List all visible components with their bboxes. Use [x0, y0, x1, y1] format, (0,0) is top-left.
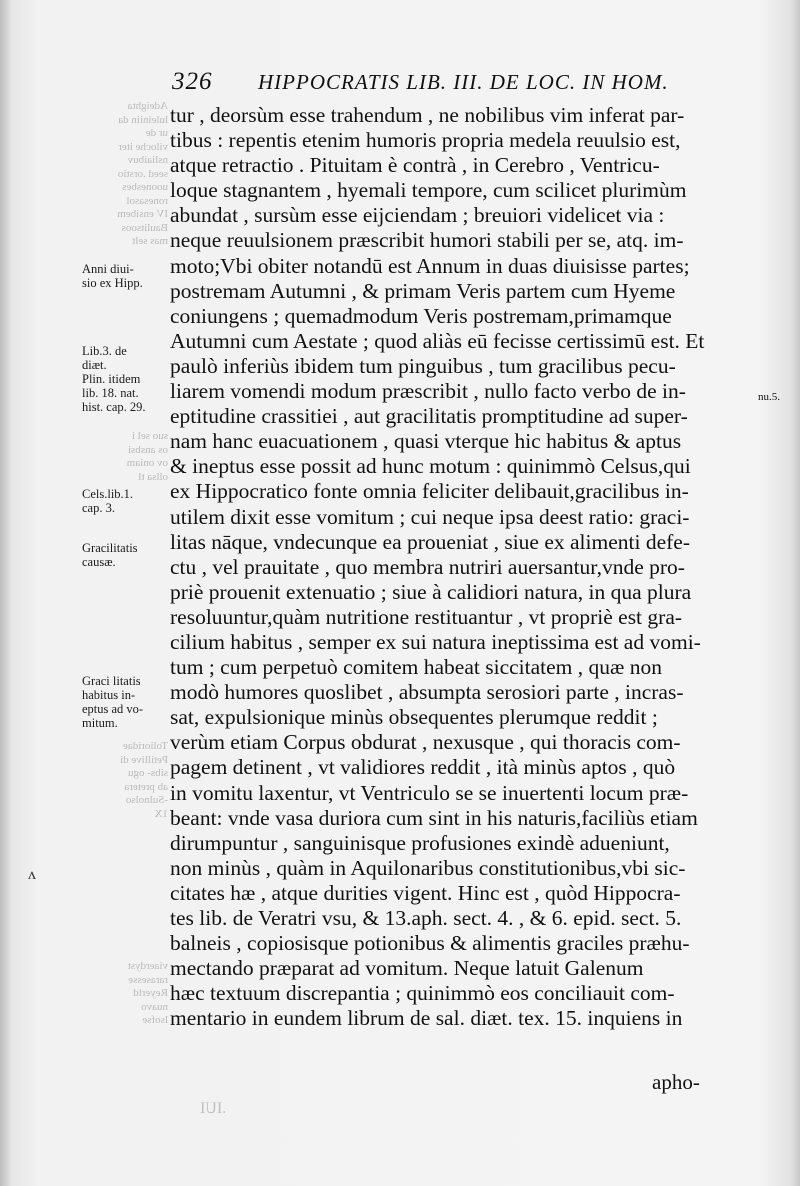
body-line: coniungens ; quemadmodum Veris postremam,primamque — [170, 303, 672, 328]
margin-note-gracilitatis-causae — [82, 541, 166, 569]
body-line: mectando præparat ad vomitum. Neque latuit Galenum — [170, 956, 644, 981]
body-line: tes lib. de Veratri vsu, & 13.aph. sect. 4. , & 6. epid. sect. 5. — [170, 906, 682, 930]
body-line: modò humores quoslibet , absumpta serosiori parte , incras- — [170, 680, 684, 705]
body-line: cilium habitus , semper ex sui natura ineptissima est ad vomi- — [170, 629, 701, 654]
margin-note-line: sio ex Hipp. — [82, 276, 143, 290]
margin-note-line: habitus in- — [82, 688, 136, 702]
body-line: sat, expulsionique minùs obsequentes plerumque reddit ; — [170, 705, 658, 730]
body-line: postremam Autumni , & primam Veris partem cum Hyeme — [170, 278, 676, 303]
show-through-left-middle: suo sel i os ansbsi ov oniam ollsa tl — [126, 430, 168, 483]
body-line: dirumpuntur , sanguinisque profusiones exindè adueniunt, — [170, 830, 670, 855]
margin-note-line: Gracilitatis — [82, 541, 138, 555]
body-line: liarem vomendi modum præscribit , nullo facto verbo de in- — [170, 379, 686, 404]
margin-note-line: Anni diui- — [82, 262, 134, 276]
margin-note-lib-diaet — [82, 344, 166, 414]
body-line: tibus : repentis etenim humoris propria medela reuulsio est, — [170, 128, 681, 153]
body-line: nam hanc euacuationem , quasi vterque hic habitus & aptus — [170, 429, 682, 454]
body-line: in vomitu laxentur, vt Ventriculo se se inuertenti locum præ- — [170, 780, 689, 805]
margin-note-line: hist. cap. 29. — [82, 400, 146, 414]
body-line: litas nāque, vndecunque ea proueniat , siue ex alimenti defe- — [170, 529, 690, 554]
body-line: tum ; cum perpetuò comitem habeat siccitatem , quæ non — [170, 655, 662, 680]
body-line: priè prouenit extenuatio ; siue à calidiori natura, in qua plura — [170, 579, 692, 604]
margin-note-line: Cels.lib.1. — [82, 487, 134, 501]
body-line: moto;Vbi obiter notandū est Annum in duas diuisisse partes; — [170, 253, 690, 278]
body-line: verùm etiam Corpus obdurat , nexusque , qui thoracis com- — [170, 730, 681, 755]
body-line: hæc textuum discrepantia ; quinimmò eos conciliauit com- — [170, 981, 675, 1006]
margin-note-line: mitum. — [82, 716, 118, 730]
margin-note-right: nu.5. — [758, 391, 780, 403]
margin-note-line: lib. 18. nat. — [82, 386, 139, 400]
margin-note-gracilitatis-habitus — [82, 674, 166, 730]
margin-note-anni-divisio — [82, 262, 166, 290]
body-line: ex Hippocratico fonte omnia feliciter delibauit,gracilibus in- — [170, 479, 689, 504]
body-line: eptitudine crassitiei , aut gracilitatis promptitudine ad super- — [170, 404, 688, 429]
body-line: Autumni cum Aestate ; quod aliàs eū fecisse certissimū est. Et — [170, 328, 705, 353]
body-line: atque retractio . Pituitam è contrà , in Cerebro , Ventricu- — [170, 153, 660, 178]
running-title: HIPPOCRATIS LIB. III. DE LOC. IN HOM. — [258, 70, 669, 94]
ink-mark: ʌ — [28, 866, 36, 883]
body-line: balneis , copiosisque potionibus & alimentis graciles præhu- — [170, 931, 690, 956]
show-through-left-upper: Adeighta luleiniin da ur de viloche iter nsliaibuv seed .orstio uoonesbes ronesasol IV ensibem Baulitsoos mas selt — [117, 100, 168, 247]
page-number: 326 — [172, 68, 213, 95]
body-line: ctu , vel prauitate , quo membra nutriri auersantur,vnde pro- — [170, 554, 685, 579]
body-line: paulò inferiùs ibidem tum pinguibus , tum gracilibus pecu- — [170, 353, 676, 378]
margin-note-line: Graci litatis — [82, 674, 141, 688]
catchword: apho- — [652, 1070, 700, 1094]
body-line: loque stagnantem , hyemali tempore, cum scilicet plurimùm — [170, 178, 687, 203]
show-through-left-bottom: viaerdyst rarasesse Reyerld nuavo lsofse — [127, 960, 168, 1026]
margin-note-line: cap. 3. — [82, 501, 115, 515]
margin-note-line: causæ. — [82, 555, 116, 569]
show-through-left-lower: Tolioridae Petillive di sibs- ogu ab pretera -Sulnolso 1X — [120, 740, 168, 820]
margin-note-cels — [82, 487, 166, 515]
body-line: mentario in eundem librum de sal. diæt. tex. 15. inquiens in — [170, 1006, 683, 1031]
margin-note-line: eptus ad vo- — [82, 702, 144, 716]
page-header — [172, 68, 712, 102]
body-line: abundat , sursùm esse eijciendam ; breuiori videlicet via : — [170, 203, 665, 228]
body-line: utilem dixit esse vomitum ; cui neque ipsa deest ratio: graci- — [170, 504, 690, 529]
margin-note-line: Lib.3. de — [82, 344, 127, 358]
body-line: beant: vnde vasa duriora cum sint in his naturis,faciliùs etiam — [170, 805, 698, 830]
body-line: non minùs , quàm in Aquilonaribus constitutionibus,vbi sic- — [170, 855, 686, 880]
body-line: tur , deorsùm esse trahendum , ne nobilibus vim inferat par- — [170, 103, 685, 127]
body-line: & ineptus esse possit ad hunc motum : quinimmò Celsus,qui — [170, 454, 691, 479]
show-through-bottom: .IUI — [200, 1100, 227, 1117]
body-line: resoluuntur,quàm nutritione restituantur , vt propriè est gra- — [170, 604, 683, 629]
margin-note-line: Plin. itidem — [82, 372, 141, 386]
body-line: citates hæ , atque durities vigent. Hinc est , quòd Hippocra- — [170, 880, 681, 905]
body-text — [170, 103, 745, 1031]
body-line: pagem detinent , vt validiores reddit , ità minùs aptos , quò — [170, 755, 676, 780]
margin-note-line: diæt. — [82, 358, 107, 372]
body-line: neque reuulsionem præscribit humori stabili per se, atq. im- — [170, 228, 684, 253]
